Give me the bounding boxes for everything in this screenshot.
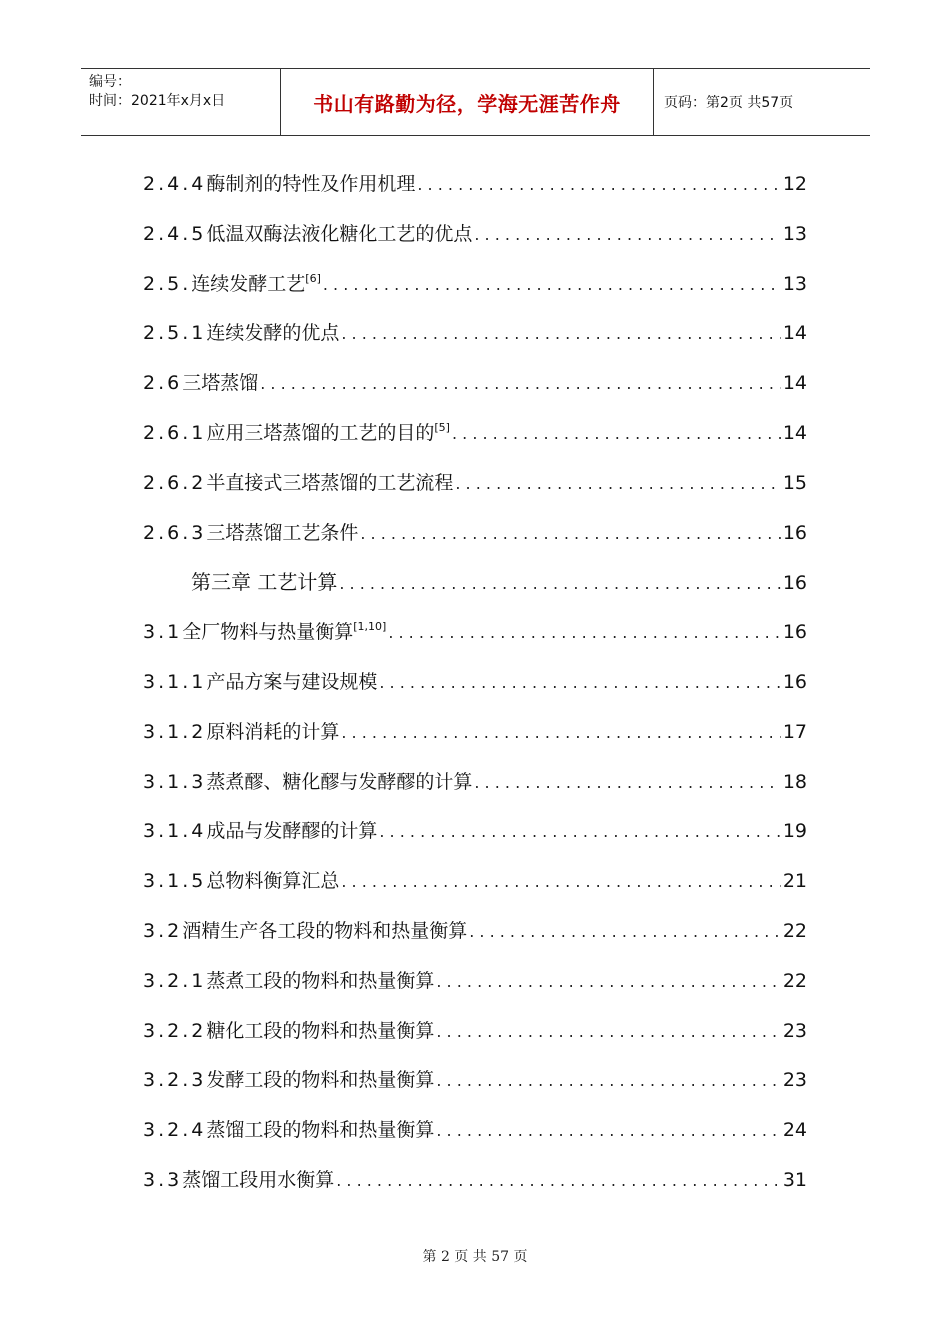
toc-entry-title <box>143 608 386 658</box>
toc-entry-citation: [5] <box>434 420 450 434</box>
toc-entry-title <box>143 658 377 708</box>
toc-entry-page-number: 16 <box>782 670 807 693</box>
toc-entry-title <box>143 309 339 359</box>
toc-entry-page-number: 22 <box>782 969 807 992</box>
toc-entry-page-number: 16 <box>782 621 807 644</box>
toc-dot-leader <box>417 160 780 210</box>
toc-entry-text: 半直接式三塔蒸馏的工艺流程 <box>206 471 454 494</box>
toc-dot-leader <box>455 459 780 509</box>
toc-entry-page-number: 13 <box>782 222 807 245</box>
toc-entry[interactable] <box>143 857 807 907</box>
toc-entry-page-number: 18 <box>782 770 807 793</box>
toc-dot-leader <box>336 1156 781 1206</box>
toc-dot-leader <box>323 260 781 310</box>
toc-entry-citation: [1,10] <box>353 620 387 634</box>
toc-dot-leader <box>341 309 780 359</box>
toc-dot-leader <box>339 559 780 609</box>
toc-entry[interactable] <box>143 1106 807 1156</box>
toc-entry-number: 3.2.3 <box>143 1069 207 1092</box>
toc-dot-leader <box>436 1056 780 1106</box>
toc-entry-page-number: 13 <box>782 272 807 295</box>
toc-entry-text: 糖化工段的物料和热量衡算 <box>206 1019 435 1042</box>
document-time-label: 时间：2021年x月x日 <box>89 93 226 109</box>
toc-dot-leader <box>474 758 780 808</box>
toc-entry[interactable] <box>143 160 807 210</box>
toc-entry-number: 2.4.5 <box>143 222 207 245</box>
toc-entry-number: 2.4.4 <box>143 173 207 195</box>
toc-entry-title <box>143 160 415 210</box>
header-page-info: 页码：第2页 共57页 <box>664 95 794 111</box>
toc-entry-text: 酒精生产各工段的物料和热量衡算 <box>182 919 468 942</box>
toc-entry-number: 2.6.3 <box>143 521 207 544</box>
toc-entry-text: 发酵工段的物料和热量衡算 <box>206 1069 435 1092</box>
toc-entry-title <box>143 1156 334 1206</box>
toc-entry-page-number: 21 <box>782 870 807 893</box>
toc-entry-page-number: 17 <box>782 720 807 743</box>
toc-entry-page-number: 16 <box>782 521 807 544</box>
toc-entry-text: 第三章 工艺计算 <box>191 570 338 595</box>
page-footer: 第 2 页 共 57 页 <box>422 1249 528 1265</box>
toc-entry[interactable] <box>143 309 807 359</box>
toc-entry-text: 全厂物料与热量衡算 <box>182 621 354 644</box>
toc-entry-text: 连续发酵工艺 <box>191 272 306 295</box>
toc-entry-text: 总物料衡算汇总 <box>206 870 340 893</box>
toc-entry-title <box>143 459 453 509</box>
toc-entry-text: 三塔蒸馏工艺条件 <box>206 521 359 544</box>
toc-dot-leader <box>379 807 780 857</box>
toc-entry-title <box>143 957 434 1007</box>
toc-entry-page-number: 23 <box>782 1019 807 1042</box>
toc-entry-number: 3.1.5 <box>143 870 207 893</box>
toc-entry-title <box>143 359 258 409</box>
toc-dot-leader <box>388 608 781 658</box>
toc-entry-citation: [6] <box>305 271 321 285</box>
toc-entry-page-number: 31 <box>782 1168 807 1191</box>
toc-dot-leader <box>436 957 780 1007</box>
toc-entry[interactable] <box>143 807 807 857</box>
toc-entry[interactable] <box>143 210 807 260</box>
toc-entry-text: 成品与发酵醪的计算 <box>206 820 378 843</box>
toc-entry-title <box>143 1056 434 1106</box>
toc-entry-text: 原料消耗的计算 <box>206 720 340 743</box>
toc-dot-leader <box>360 509 780 559</box>
toc-entry-title <box>143 260 321 310</box>
toc-entry[interactable] <box>143 708 807 758</box>
toc-entry-title <box>143 758 472 808</box>
toc-entry-title <box>143 210 472 260</box>
toc-entry-page-number: 15 <box>782 471 807 494</box>
toc-entry-number: 2.6 <box>143 372 183 395</box>
toc-dot-leader <box>474 210 780 260</box>
toc-dot-leader <box>260 359 781 409</box>
toc-entry-title <box>143 857 339 907</box>
toc-entry-number: 3.2.1 <box>143 969 207 992</box>
toc-entry-title <box>143 1007 434 1057</box>
toc-entry-title <box>143 409 450 459</box>
toc-entry-text: 三塔蒸馏 <box>182 372 259 395</box>
toc-entry[interactable] <box>143 459 807 509</box>
toc-chapter-entry[interactable] <box>143 558 807 608</box>
toc-entry[interactable] <box>143 260 807 310</box>
toc-entry[interactable] <box>143 509 807 559</box>
toc-entry-page-number: 14 <box>782 372 807 395</box>
toc-dot-leader <box>452 409 781 459</box>
toc-entry-text: 低温双酶法液化糖化工艺的优点 <box>206 222 473 245</box>
toc-entry-title <box>143 907 467 957</box>
toc-entry[interactable] <box>143 1007 807 1057</box>
toc-entry-number: 2.6.1 <box>143 421 207 444</box>
toc-entry-text: 蒸煮醪、糖化醪与发酵醪的计算 <box>206 770 473 793</box>
toc-entry-text: 连续发酵的优点 <box>206 322 340 345</box>
toc-entry-page-number: 22 <box>782 919 807 942</box>
toc-entry-page-number: 14 <box>782 421 807 444</box>
toc-entry-number: 2.5.1 <box>143 322 207 345</box>
toc-entry-number: 2.6.2 <box>143 471 207 494</box>
toc-entry[interactable] <box>143 409 807 459</box>
toc-entry-text: 应用三塔蒸馏的工艺的目的 <box>206 421 435 444</box>
toc-entry-title <box>143 708 339 758</box>
toc-entry-text: 蒸煮工段的物料和热量衡算 <box>206 969 435 992</box>
header-meta <box>81 69 281 135</box>
toc-entry-title <box>143 558 337 608</box>
toc-entry-number: 3.1.2 <box>143 720 207 743</box>
toc-entry-title <box>143 1106 434 1156</box>
toc-entry-number: 3.1.1 <box>143 670 207 693</box>
toc-entry-page-number: 19 <box>782 820 807 843</box>
toc-entry[interactable] <box>143 359 807 409</box>
toc-entry-text: 酶制剂的特性及作用机理 <box>206 173 416 195</box>
toc-entry[interactable] <box>143 1056 807 1106</box>
toc-dot-leader <box>379 658 780 708</box>
document-number-label: 编号： <box>89 74 131 90</box>
table-of-contents <box>143 160 807 1206</box>
toc-entry-number: 3.1 <box>143 621 183 644</box>
toc-entry-text: 产品方案与建设规模 <box>206 670 378 693</box>
toc-entry[interactable] <box>143 957 807 1007</box>
toc-entry-text: 蒸馏工段的物料和热量衡算 <box>206 1119 435 1142</box>
document-header <box>81 68 870 136</box>
toc-dot-leader <box>341 857 780 907</box>
toc-entry-page-number: 23 <box>782 1069 807 1092</box>
toc-entry[interactable] <box>143 907 807 957</box>
toc-entry-title <box>143 509 358 559</box>
toc-entry[interactable] <box>143 1156 807 1206</box>
toc-dot-leader <box>436 1106 780 1156</box>
toc-entry-number: 2.5. <box>143 272 192 295</box>
toc-dot-leader <box>469 907 781 957</box>
toc-entry-number: 3.1.3 <box>143 770 207 793</box>
toc-entry-text: 蒸馏工段用水衡算 <box>182 1168 335 1191</box>
header-motto: 书山有路勤为径，学海无涯苦作舟 <box>281 69 654 135</box>
toc-entry-page-number: 12 <box>782 173 807 195</box>
toc-entry-number: 3.1.4 <box>143 820 207 843</box>
toc-entry[interactable] <box>143 658 807 708</box>
toc-entry-number: 3.2.4 <box>143 1119 207 1142</box>
toc-entry-title <box>143 807 377 857</box>
toc-entry[interactable] <box>143 608 807 658</box>
toc-entry-number: 3.3 <box>143 1168 183 1191</box>
toc-entry[interactable] <box>143 758 807 808</box>
toc-entry-number: 3.2.2 <box>143 1019 207 1042</box>
toc-entry-page-number: 14 <box>782 322 807 345</box>
toc-dot-leader <box>341 708 780 758</box>
toc-dot-leader <box>436 1007 780 1057</box>
toc-entry-page-number: 24 <box>782 1119 807 1142</box>
toc-entry-page-number: 16 <box>782 572 807 595</box>
toc-entry-number: 3.2 <box>143 919 183 942</box>
